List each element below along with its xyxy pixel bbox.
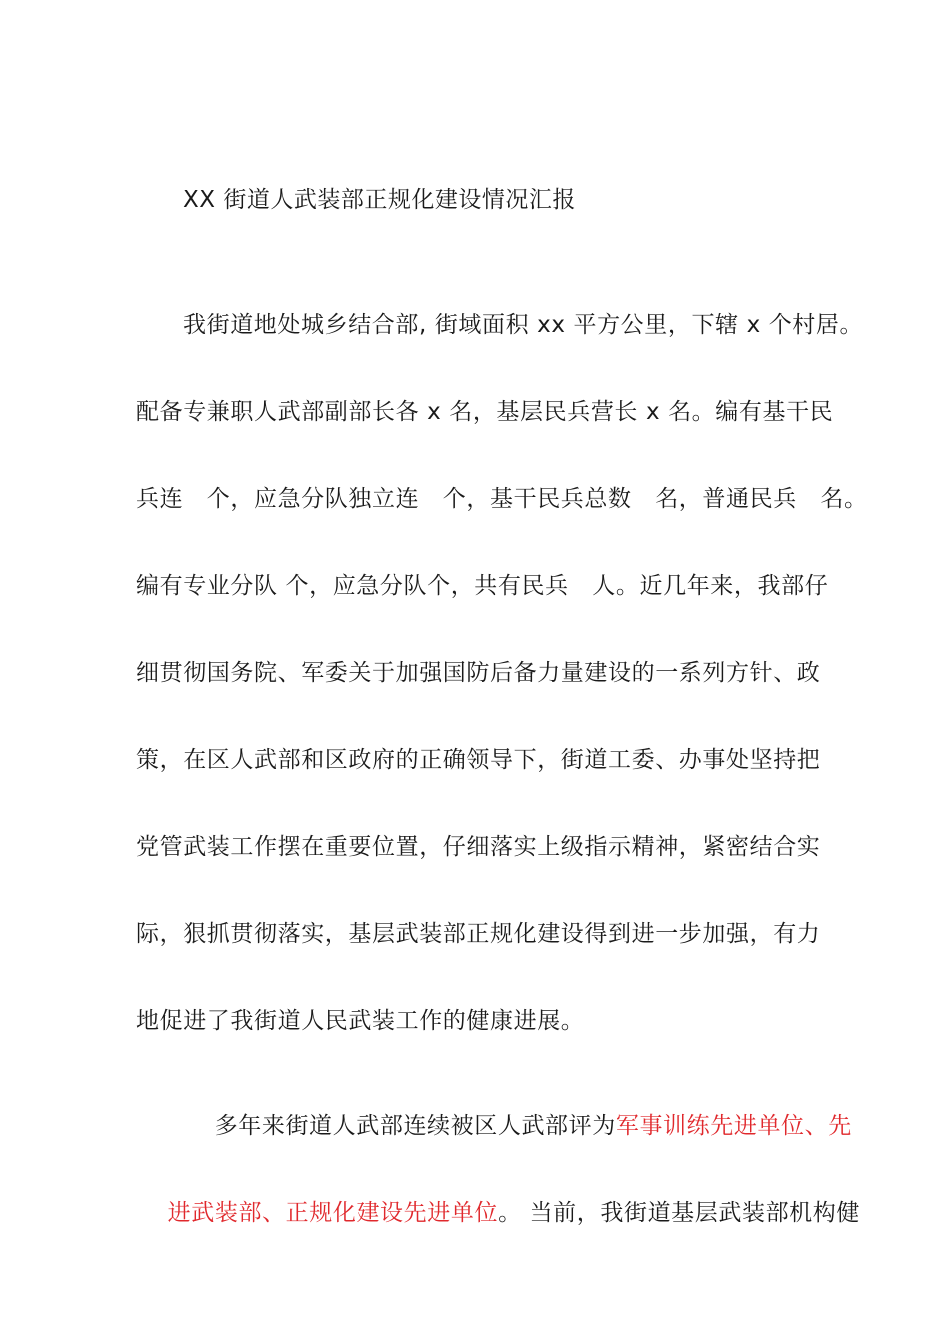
document-title: XX 街道人武装部正规化建设情况汇报 xyxy=(183,187,576,213)
paragraph-line: 细贯彻国务院、军委关于加强国防后备力量建设的一系列方针、政 xyxy=(136,660,821,686)
highlighted-award-text: 进武装部、正规化建设先进单位 xyxy=(167,1200,499,1226)
paragraph-line: 编有专业分队 个，应急分队个，共有民兵 人。近几年来，我部仔 xyxy=(136,573,829,599)
paragraph-line: 策，在区人武部和区政府的正确领导下，街道工委、办事处坚持把 xyxy=(136,747,821,773)
paragraph-line: 配备专兼职人武部副部长各 x 名，基层民兵营长 x 名。编有基干民 xyxy=(136,399,834,425)
paragraph-text: 。 当前，我街道基层武装部机构健 xyxy=(498,1200,860,1226)
paragraph-line xyxy=(136,1165,860,1261)
paragraph-line: 际，狠抓贯彻落实，基层武装部正规化建设得到进一步加强，有力 xyxy=(136,921,821,947)
paragraph-line: 我街道地处城乡结合部, 街域面积 xx 平方公里，下辖 x 个村居。 xyxy=(183,312,864,338)
paragraph-line xyxy=(183,1078,852,1174)
paragraph-line: 兵连 个，应急分队独立连 个，基干民兵总数 名，普通民兵 名。 xyxy=(136,486,868,512)
paragraph-line: 党管武装工作摆在重要位置，仔细落实上级指示精神，紧密结合实 xyxy=(136,834,821,860)
highlighted-award-text: 军事训练先进单位、先 xyxy=(615,1113,852,1139)
paragraph-line: 地促进了我街道人民武装工作的健康进展。 xyxy=(136,1008,585,1034)
paragraph-text: 多年来街道人武部连续被区人武部评为 xyxy=(214,1113,616,1139)
